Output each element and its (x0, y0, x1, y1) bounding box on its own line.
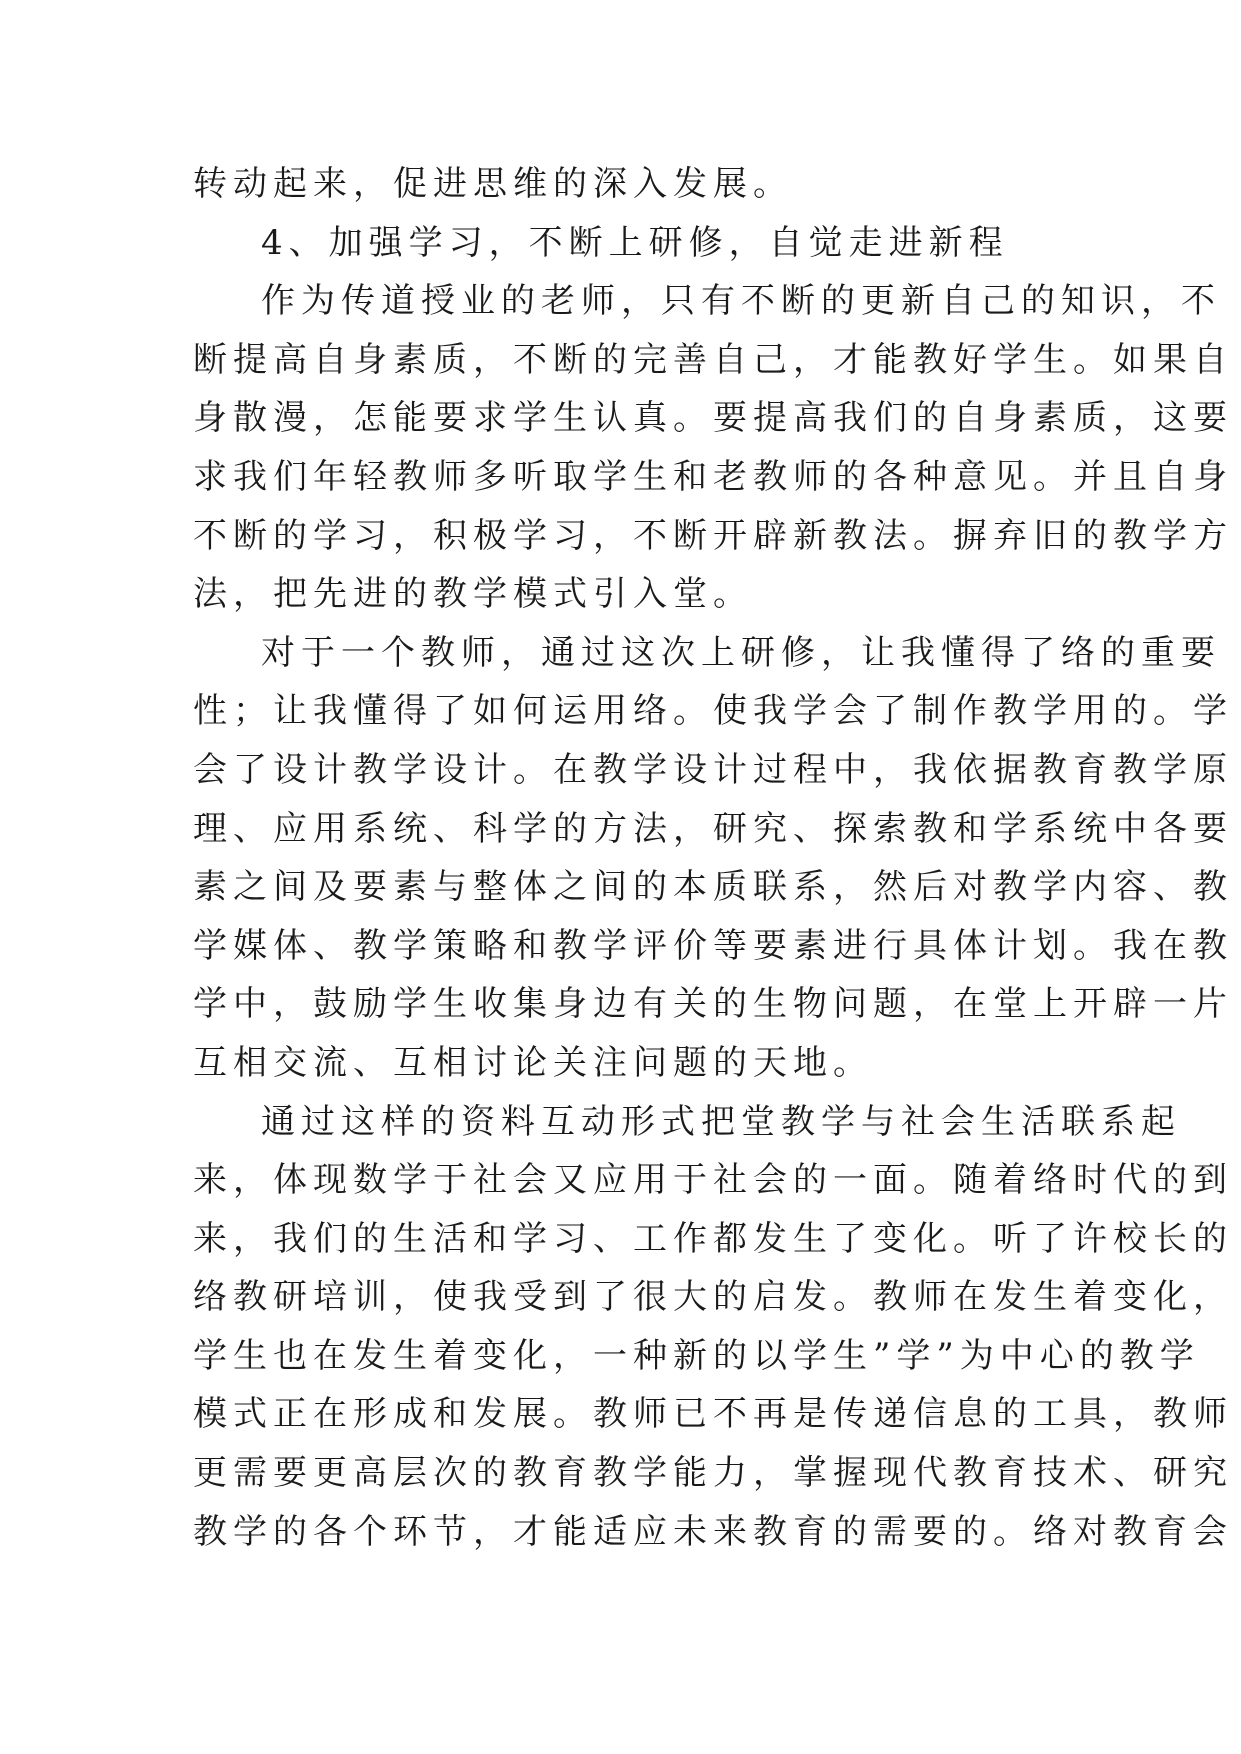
text-line: 理、应用系统、科学的方法，研究、探索教和学系统中各要 (193, 808, 1233, 849)
text-line: 学媒体、教学策略和教学评价等要素进行具体计划。我在教 (193, 925, 1233, 966)
text-line: 不断的学习，积极学习，不断开辟新教法。摒弃旧的教学方 (193, 515, 1233, 556)
text-line: 性；让我懂得了如何运用络。使我学会了制作教学用的。学 (193, 691, 1233, 732)
text-line: 法，把先进的教学模式引入堂。 (193, 574, 753, 615)
text-line: 作为传道授业的老师，只有不断的更新自己的知识，不 (261, 281, 1221, 322)
text-line: 求我们年轻教师多听取学生和老教师的各种意见。并且自身 (193, 456, 1233, 497)
text-line: 教学的各个环节，才能适应未来教育的需要的。络对教育会 (193, 1511, 1233, 1552)
text-line: 学生也在发生着变化，一种新的以学生”学”为中心的教学 (193, 1335, 1200, 1376)
text-line: 通过这样的资料互动形式把堂教学与社会生活联系起 (261, 1101, 1181, 1142)
text-line: 络教研培训，使我受到了很大的启发。教师在发生着变化， (193, 1277, 1233, 1318)
text-line: 对于一个教师，通过这次上研修，让我懂得了络的重要 (261, 632, 1221, 673)
text-line: 素之间及要素与整体之间的本质联系，然后对教学内容、教 (193, 867, 1233, 908)
text-line: 身散漫，怎能要求学生认真。要提高我们的自身素质，这要 (193, 398, 1233, 439)
text-line: 会了设计教学设计。在教学设计过程中，我依据教育教学原 (193, 749, 1233, 790)
document-body (193, 155, 1233, 1561)
text-line: 模式正在形成和发展。教师已不再是传递信息的工具，教师 (193, 1394, 1233, 1435)
section-heading: 4、加强学习，不断上研修，自觉走进新程 (261, 222, 1009, 263)
text-line: 更需要更高层次的教育教学能力，掌握现代教育技术、研究 (193, 1453, 1233, 1494)
text-line: 来，体现数学于社会又应用于社会的一面。随着络时代的到 (193, 1160, 1233, 1201)
text-line: 学中，鼓励学生收集身边有关的生物问题，在堂上开辟一片 (193, 984, 1233, 1025)
text-line: 转动起来，促进思维的深入发展。 (193, 164, 793, 204)
text-line: 断提高自身素质，不断的完善自己，才能教好学生。如果自 (193, 339, 1233, 380)
text-line: 互相交流、互相讨论关注问题的天地。 (193, 1042, 873, 1083)
text-line: 来，我们的生活和学习、工作都发生了变化。听了许校长的 (193, 1218, 1233, 1259)
